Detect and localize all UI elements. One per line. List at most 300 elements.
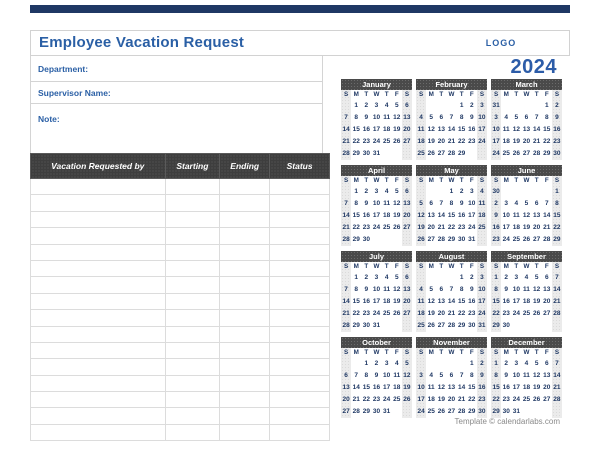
day-letter: S bbox=[493, 91, 499, 98]
day-letter: T bbox=[459, 177, 464, 184]
day-letter: T bbox=[459, 91, 464, 98]
date-cell: 3 bbox=[374, 102, 379, 109]
day-letter: M bbox=[353, 263, 359, 270]
table-cell[interactable] bbox=[220, 408, 270, 424]
date-cell bbox=[477, 234, 487, 246]
day-letter: W bbox=[448, 263, 455, 270]
table-cell[interactable] bbox=[165, 392, 220, 408]
date-cell: 8 bbox=[354, 286, 359, 293]
date-cell: 11 bbox=[393, 372, 401, 379]
table-cell[interactable] bbox=[220, 326, 270, 342]
date-cell: 4 bbox=[429, 372, 434, 379]
date-cell: 6 bbox=[439, 286, 444, 293]
date-cell: 2 bbox=[480, 360, 484, 367]
table-cell[interactable] bbox=[270, 179, 330, 195]
table-cell[interactable] bbox=[220, 293, 270, 309]
table-cell[interactable] bbox=[165, 424, 220, 440]
date-cell: 19 bbox=[437, 396, 445, 403]
date-cell bbox=[392, 234, 402, 246]
date-cell bbox=[402, 148, 412, 160]
day-letter: W bbox=[373, 177, 380, 184]
date-cell: 27 bbox=[533, 236, 541, 243]
date-cell: 8 bbox=[449, 200, 454, 207]
table-cell[interactable] bbox=[165, 342, 220, 358]
template-credit: Template © calendarlabs.com bbox=[454, 417, 560, 426]
table-cell[interactable] bbox=[31, 310, 166, 326]
date-cell: 19 bbox=[512, 138, 520, 145]
date-cell: 10 bbox=[417, 384, 425, 391]
date-cell: 13 bbox=[403, 200, 411, 207]
date-cell: 19 bbox=[393, 298, 401, 305]
date-cell: 8 bbox=[555, 200, 559, 207]
day-letter: T bbox=[364, 349, 369, 356]
date-cell: 24 bbox=[512, 396, 520, 403]
date-cell: 7 bbox=[555, 274, 559, 281]
day-letter: S bbox=[554, 263, 560, 270]
date-cell: 21 bbox=[342, 138, 350, 145]
date-cell: 23 bbox=[502, 310, 510, 317]
date-cell: 26 bbox=[522, 236, 531, 243]
day-letter: T bbox=[514, 349, 519, 356]
table-cell[interactable] bbox=[220, 260, 270, 276]
date-cell: 21 bbox=[458, 396, 466, 403]
day-letter: M bbox=[353, 349, 359, 356]
day-letter: W bbox=[523, 91, 530, 98]
date-cell: 3 bbox=[374, 188, 379, 195]
date-cell: 8 bbox=[364, 372, 369, 379]
day-letter: M bbox=[353, 91, 359, 98]
date-cell: 1 bbox=[459, 274, 464, 281]
day-letter: T bbox=[459, 263, 464, 270]
date-cell: 14 bbox=[352, 384, 360, 391]
date-cell: 6 bbox=[524, 114, 529, 121]
day-letter: T bbox=[534, 349, 539, 356]
date-cell: 22 bbox=[492, 310, 500, 317]
table-cell[interactable] bbox=[220, 179, 270, 195]
day-letter: T bbox=[384, 349, 389, 356]
date-cell: 1 bbox=[354, 102, 359, 109]
date-cell: 30 bbox=[468, 322, 476, 329]
date-cell: 3 bbox=[480, 102, 484, 109]
date-cell: 31 bbox=[492, 102, 500, 109]
table-row bbox=[31, 342, 330, 358]
table-row bbox=[31, 260, 330, 276]
table-cell[interactable] bbox=[220, 375, 270, 391]
date-cell: 28 bbox=[352, 408, 360, 415]
date-cell: 9 bbox=[364, 286, 369, 293]
table-cell[interactable] bbox=[220, 310, 270, 326]
date-cell: 27 bbox=[403, 138, 411, 145]
date-cell: 17 bbox=[417, 396, 425, 403]
calendar-year: 2024 bbox=[510, 56, 557, 78]
month-name: October bbox=[341, 337, 412, 348]
date-cell: 21 bbox=[543, 224, 551, 231]
date-cell: 18 bbox=[417, 310, 425, 317]
date-cell: 25 bbox=[502, 150, 510, 157]
date-cell bbox=[416, 272, 426, 284]
date-cell: 28 bbox=[342, 322, 350, 329]
date-cell: 30 bbox=[478, 408, 486, 415]
table-cell[interactable] bbox=[270, 408, 330, 424]
note-field-row[interactable] bbox=[31, 104, 322, 152]
date-cell: 7 bbox=[555, 360, 559, 367]
day-letter: F bbox=[544, 91, 549, 98]
date-cell bbox=[341, 100, 351, 112]
date-cell: 26 bbox=[512, 150, 520, 157]
date-cell bbox=[382, 148, 392, 160]
date-cell: 8 bbox=[494, 372, 498, 379]
date-cell: 2 bbox=[504, 360, 509, 367]
day-letter: S bbox=[343, 263, 349, 270]
table-cell[interactable] bbox=[270, 277, 330, 293]
table-cell[interactable] bbox=[165, 228, 220, 244]
date-cell: 18 bbox=[427, 396, 435, 403]
date-cell bbox=[511, 320, 521, 332]
date-cell: 8 bbox=[469, 372, 474, 379]
date-cell bbox=[436, 186, 446, 198]
date-cell: 31 bbox=[468, 236, 476, 243]
date-cell: 24 bbox=[468, 224, 476, 231]
date-cell: 29 bbox=[468, 408, 476, 415]
date-cell: 25 bbox=[512, 236, 520, 243]
department-field-row[interactable] bbox=[31, 56, 322, 82]
month-name: September bbox=[491, 251, 562, 262]
date-cell: 27 bbox=[522, 150, 531, 157]
date-cell: 1 bbox=[494, 274, 498, 281]
note-label: Note: bbox=[38, 114, 60, 124]
date-cell: 11 bbox=[512, 212, 520, 219]
table-cell[interactable] bbox=[220, 244, 270, 260]
date-cell: 1 bbox=[469, 360, 474, 367]
table-cell[interactable] bbox=[165, 375, 220, 391]
date-cell: 20 bbox=[403, 298, 411, 305]
date-cell: 19 bbox=[427, 310, 435, 317]
date-cell: 4 bbox=[504, 114, 509, 121]
date-cell: 30 bbox=[553, 150, 561, 157]
date-cell: 22 bbox=[447, 224, 456, 231]
vacation-request-table bbox=[30, 153, 330, 441]
table-cell[interactable] bbox=[270, 260, 330, 276]
table-cell[interactable] bbox=[165, 244, 220, 260]
date-cell: 13 bbox=[403, 114, 411, 121]
table-cell[interactable] bbox=[165, 195, 220, 211]
table-cell[interactable] bbox=[220, 277, 270, 293]
date-cell bbox=[382, 234, 392, 246]
table-cell[interactable] bbox=[220, 392, 270, 408]
date-cell: 20 bbox=[403, 212, 411, 219]
date-cell: 2 bbox=[459, 188, 464, 195]
table-cell[interactable] bbox=[270, 392, 330, 408]
date-cell: 10 bbox=[383, 372, 391, 379]
date-cell: 14 bbox=[553, 286, 561, 293]
date-cell bbox=[542, 186, 552, 198]
table-cell[interactable] bbox=[31, 277, 166, 293]
date-cell: 12 bbox=[522, 212, 531, 219]
date-cell bbox=[552, 406, 562, 418]
table-cell[interactable] bbox=[165, 310, 220, 326]
table-cell[interactable] bbox=[31, 342, 166, 358]
month-box bbox=[416, 165, 487, 246]
date-cell: 30 bbox=[458, 236, 466, 243]
date-cell: 1 bbox=[555, 188, 559, 195]
date-cell: 15 bbox=[447, 212, 456, 219]
date-cell: 5 bbox=[394, 274, 399, 281]
table-cell[interactable] bbox=[220, 424, 270, 440]
date-cell: 11 bbox=[383, 286, 391, 293]
date-cell: 24 bbox=[512, 310, 520, 317]
date-cell bbox=[426, 186, 436, 198]
date-cell: 27 bbox=[427, 236, 435, 243]
date-cell: 12 bbox=[427, 298, 435, 305]
date-cell: 15 bbox=[352, 298, 360, 305]
day-letter: S bbox=[493, 177, 499, 184]
date-cell: 31 bbox=[372, 322, 381, 329]
date-cell: 18 bbox=[383, 126, 391, 133]
table-cell[interactable] bbox=[270, 359, 330, 375]
date-cell: 2 bbox=[494, 200, 498, 207]
table-cell[interactable] bbox=[165, 277, 220, 293]
date-cell bbox=[532, 320, 542, 332]
date-cell bbox=[341, 272, 351, 284]
department-label: Department: bbox=[38, 63, 89, 74]
table-cell[interactable] bbox=[31, 228, 166, 244]
day-letter: F bbox=[469, 177, 474, 184]
date-cell: 26 bbox=[427, 150, 435, 157]
day-letter: F bbox=[394, 177, 399, 184]
date-cell: 8 bbox=[354, 200, 359, 207]
day-letter: T bbox=[439, 91, 444, 98]
table-cell[interactable] bbox=[165, 293, 220, 309]
date-cell bbox=[426, 272, 436, 284]
date-cell: 16 bbox=[492, 224, 500, 231]
date-cell bbox=[532, 100, 542, 112]
date-cell: 11 bbox=[523, 286, 530, 293]
date-cell bbox=[416, 186, 426, 198]
date-cell: 9 bbox=[469, 114, 474, 121]
date-cell: 24 bbox=[478, 138, 486, 145]
date-cell: 3 bbox=[514, 274, 519, 281]
month-box bbox=[416, 251, 487, 332]
day-letter: T bbox=[384, 177, 389, 184]
table-cell[interactable] bbox=[31, 211, 166, 227]
date-cell: 30 bbox=[362, 236, 370, 243]
month-box bbox=[491, 251, 562, 332]
date-cell: 17 bbox=[492, 138, 500, 145]
day-letter: W bbox=[448, 177, 455, 184]
date-cell: 13 bbox=[533, 212, 541, 219]
date-cell: 24 bbox=[372, 310, 381, 317]
date-cell: 29 bbox=[447, 236, 456, 243]
date-cell: 25 bbox=[478, 224, 486, 231]
table-cell[interactable] bbox=[31, 244, 166, 260]
day-letter: S bbox=[493, 349, 499, 356]
month-name: July bbox=[341, 251, 412, 262]
date-cell: 16 bbox=[478, 384, 486, 391]
table-cell[interactable] bbox=[220, 211, 270, 227]
table-cell[interactable] bbox=[165, 326, 220, 342]
date-cell: 2 bbox=[364, 102, 369, 109]
date-cell: 3 bbox=[480, 274, 484, 281]
date-cell: 29 bbox=[492, 408, 500, 415]
day-letter: M bbox=[503, 91, 509, 98]
date-cell: 5 bbox=[419, 200, 423, 207]
day-letter: S bbox=[404, 91, 410, 98]
date-cell: 3 bbox=[419, 372, 423, 379]
date-cell: 6 bbox=[405, 102, 409, 109]
day-letter: T bbox=[514, 91, 519, 98]
date-cell: 16 bbox=[553, 126, 561, 133]
date-cell: 21 bbox=[437, 224, 445, 231]
supervisor-field-row[interactable] bbox=[31, 82, 322, 104]
date-cell: 13 bbox=[342, 384, 350, 391]
date-cell: 21 bbox=[342, 310, 350, 317]
date-cell: 30 bbox=[502, 322, 510, 329]
date-cell: 21 bbox=[342, 224, 350, 231]
table-cell[interactable] bbox=[31, 326, 166, 342]
date-cell: 8 bbox=[354, 114, 359, 121]
date-cell: 14 bbox=[553, 372, 561, 379]
date-cell: 1 bbox=[449, 188, 454, 195]
day-letter: T bbox=[364, 263, 369, 270]
table-cell[interactable] bbox=[270, 195, 330, 211]
table-cell[interactable] bbox=[165, 179, 220, 195]
date-cell: 20 bbox=[522, 138, 531, 145]
date-cell: 20 bbox=[533, 224, 541, 231]
date-cell: 9 bbox=[469, 286, 474, 293]
month-name: May bbox=[416, 165, 487, 176]
table-cell[interactable] bbox=[31, 260, 166, 276]
date-cell: 14 bbox=[447, 126, 456, 133]
date-cell: 4 bbox=[384, 188, 389, 195]
day-letter: T bbox=[439, 263, 444, 270]
day-letter: S bbox=[479, 91, 485, 98]
day-letter: M bbox=[428, 349, 434, 356]
date-cell: 23 bbox=[362, 224, 370, 231]
date-cell: 22 bbox=[458, 310, 466, 317]
table-cell[interactable] bbox=[165, 359, 220, 375]
date-cell: 31 bbox=[383, 408, 391, 415]
date-cell: 29 bbox=[362, 408, 370, 415]
date-cell: 25 bbox=[383, 224, 391, 231]
date-cell: 27 bbox=[403, 224, 411, 231]
date-cell: 19 bbox=[393, 126, 401, 133]
date-cell: 7 bbox=[344, 200, 348, 207]
date-cell: 25 bbox=[522, 396, 531, 403]
date-cell: 10 bbox=[372, 286, 381, 293]
table-cell[interactable] bbox=[31, 359, 166, 375]
month-name: June bbox=[491, 165, 562, 176]
table-cell[interactable] bbox=[31, 392, 166, 408]
day-letter: M bbox=[428, 263, 434, 270]
table-cell[interactable] bbox=[165, 211, 220, 227]
date-cell: 8 bbox=[544, 114, 549, 121]
day-letter: S bbox=[404, 263, 410, 270]
table-cell[interactable] bbox=[31, 179, 166, 195]
date-cell: 24 bbox=[372, 138, 381, 145]
date-cell: 28 bbox=[342, 236, 350, 243]
table-cell[interactable] bbox=[270, 375, 330, 391]
table-cell[interactable] bbox=[270, 424, 330, 440]
date-cell: 4 bbox=[419, 114, 423, 121]
date-cell: 25 bbox=[522, 310, 531, 317]
date-cell: 24 bbox=[502, 236, 510, 243]
table-cell[interactable] bbox=[31, 408, 166, 424]
table-row bbox=[31, 424, 330, 440]
date-cell: 22 bbox=[543, 138, 551, 145]
date-cell: 23 bbox=[478, 396, 486, 403]
date-cell: 26 bbox=[427, 322, 435, 329]
table-cell[interactable] bbox=[31, 195, 166, 211]
date-cell: 13 bbox=[522, 126, 531, 133]
day-letter: S bbox=[404, 349, 410, 356]
date-cell: 23 bbox=[553, 138, 561, 145]
table-cell[interactable] bbox=[270, 244, 330, 260]
table-column-header: Ending bbox=[220, 154, 270, 179]
date-cell: 31 bbox=[372, 150, 381, 157]
date-cell: 21 bbox=[553, 384, 561, 391]
date-cell: 19 bbox=[533, 298, 541, 305]
date-cell: 18 bbox=[393, 384, 401, 391]
date-cell: 11 bbox=[427, 384, 435, 391]
date-cell: 4 bbox=[419, 286, 423, 293]
date-cell: 3 bbox=[514, 360, 519, 367]
date-cell: 22 bbox=[352, 310, 360, 317]
table-cell[interactable] bbox=[270, 342, 330, 358]
table-cell[interactable] bbox=[270, 310, 330, 326]
day-letter: M bbox=[503, 263, 509, 270]
date-cell bbox=[532, 406, 542, 418]
date-cell: 28 bbox=[553, 396, 561, 403]
table-cell[interactable] bbox=[165, 408, 220, 424]
top-accent-bar bbox=[30, 5, 570, 13]
date-cell: 18 bbox=[478, 212, 486, 219]
table-cell[interactable] bbox=[270, 228, 330, 244]
date-cell: 29 bbox=[458, 150, 466, 157]
date-cell: 30 bbox=[502, 408, 510, 415]
date-cell: 1 bbox=[354, 274, 359, 281]
table-cell[interactable] bbox=[270, 326, 330, 342]
table-cell[interactable] bbox=[220, 195, 270, 211]
date-cell: 10 bbox=[492, 126, 500, 133]
date-cell: 28 bbox=[553, 310, 561, 317]
date-cell: 23 bbox=[468, 138, 476, 145]
date-cell: 1 bbox=[364, 360, 369, 367]
month-name: March bbox=[491, 79, 562, 90]
date-cell: 8 bbox=[459, 286, 464, 293]
date-cell: 15 bbox=[458, 126, 466, 133]
table-cell[interactable] bbox=[31, 424, 166, 440]
table-column-header: Starting bbox=[165, 154, 220, 179]
table-cell[interactable] bbox=[270, 293, 330, 309]
date-cell: 24 bbox=[417, 408, 425, 415]
table-cell[interactable] bbox=[31, 293, 166, 309]
date-cell bbox=[542, 406, 552, 418]
table-cell[interactable] bbox=[220, 228, 270, 244]
date-cell bbox=[402, 406, 412, 418]
date-cell: 20 bbox=[447, 396, 456, 403]
table-cell[interactable] bbox=[270, 211, 330, 227]
table-row bbox=[31, 293, 330, 309]
date-cell: 25 bbox=[417, 322, 425, 329]
day-letter: W bbox=[373, 91, 380, 98]
table-row bbox=[31, 310, 330, 326]
date-cell: 4 bbox=[480, 188, 484, 195]
day-letter: F bbox=[544, 349, 549, 356]
table-cell[interactable] bbox=[31, 375, 166, 391]
table-cell[interactable] bbox=[220, 359, 270, 375]
table-cell[interactable] bbox=[220, 342, 270, 358]
table-cell[interactable] bbox=[165, 260, 220, 276]
